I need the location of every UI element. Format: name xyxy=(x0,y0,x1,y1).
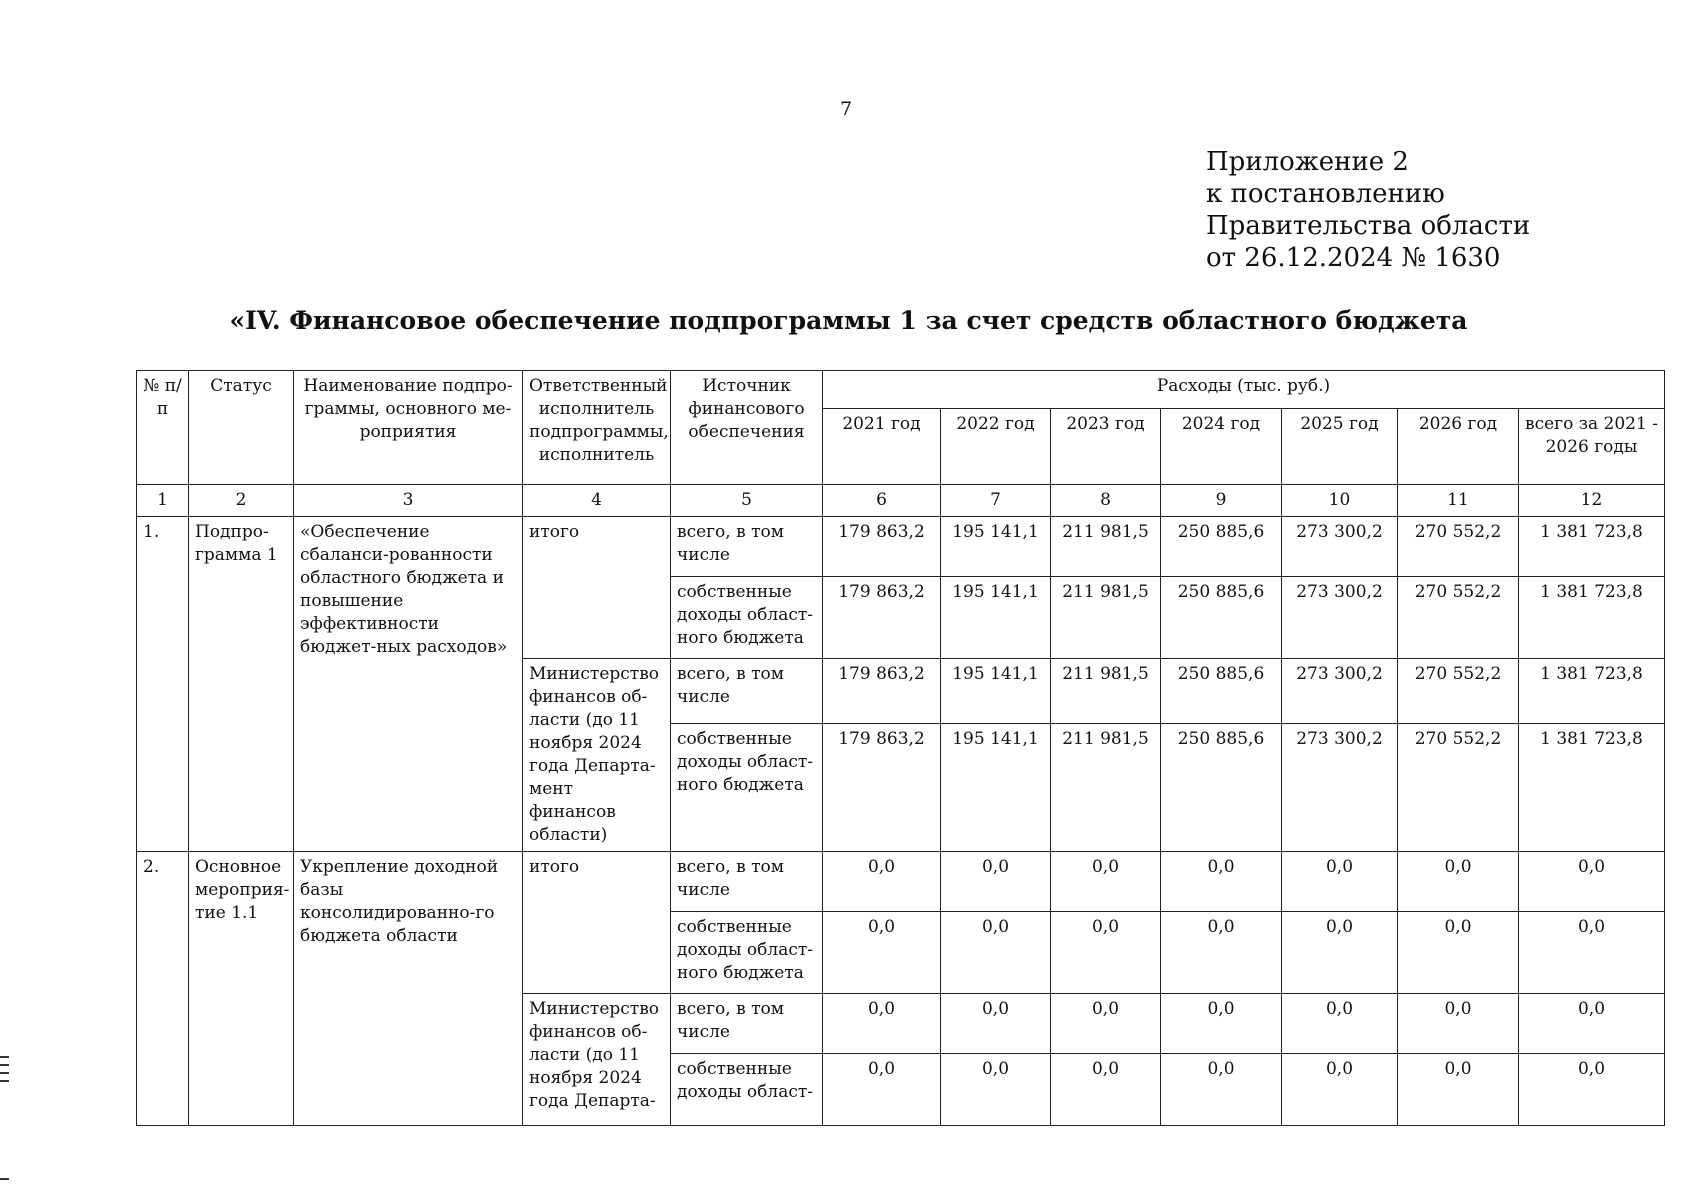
header-source: Источник финансового обеспечения xyxy=(671,371,823,485)
value-cell: 0,0 xyxy=(1519,852,1665,912)
value-cell: 250 885,6 xyxy=(1161,724,1282,852)
value-cell: 0,0 xyxy=(1398,912,1519,994)
row-source: всего, в том числе xyxy=(671,852,823,912)
value-cell: 0,0 xyxy=(1282,994,1398,1054)
row-source: собственные доходы област-ного бюджета xyxy=(671,577,823,659)
row-num: 2. xyxy=(137,852,189,1126)
header-status: Статус xyxy=(189,371,294,485)
value-cell: 0,0 xyxy=(1519,912,1665,994)
value-cell: 0,0 xyxy=(941,852,1051,912)
value-cell: 1 381 723,8 xyxy=(1519,577,1665,659)
value-cell: 179 863,2 xyxy=(823,659,941,724)
scan-margin-mark xyxy=(0,1178,9,1180)
value-cell: 0,0 xyxy=(1161,994,1282,1054)
row-source: всего, в том числе xyxy=(671,659,823,724)
value-cell: 270 552,2 xyxy=(1398,724,1519,852)
header-year: 2021 год xyxy=(823,409,941,485)
row-status: Подпро-грамма 1 xyxy=(189,517,294,852)
value-cell: 0,0 xyxy=(1051,852,1161,912)
value-cell: 0,0 xyxy=(1161,1054,1282,1126)
value-cell: 0,0 xyxy=(941,1054,1051,1126)
column-index: 1 xyxy=(137,485,189,517)
value-cell: 0,0 xyxy=(1398,852,1519,912)
appendix-block xyxy=(1206,146,1530,274)
column-index: 6 xyxy=(823,485,941,517)
column-index: 10 xyxy=(1282,485,1398,517)
value-cell: 250 885,6 xyxy=(1161,659,1282,724)
row-executor: Министерство финансов об-ласти (до 11 ноября 2024 года Департа-мент финансов области) xyxy=(523,659,671,852)
column-index: 5 xyxy=(671,485,823,517)
value-cell: 0,0 xyxy=(941,912,1051,994)
header-expenses: Расходы (тыс. руб.) xyxy=(823,371,1665,409)
table-row xyxy=(137,852,1665,912)
value-cell: 179 863,2 xyxy=(823,724,941,852)
value-cell: 195 141,1 xyxy=(941,517,1051,577)
value-cell: 0,0 xyxy=(1519,1054,1665,1126)
table-row xyxy=(137,517,1665,577)
header-year: 2023 год xyxy=(1051,409,1161,485)
value-cell: 1 381 723,8 xyxy=(1519,659,1665,724)
appendix-line: Приложение 2 xyxy=(1206,147,1409,177)
value-cell: 195 141,1 xyxy=(941,577,1051,659)
header-year: 2022 год xyxy=(941,409,1051,485)
value-cell: 0,0 xyxy=(1051,994,1161,1054)
header-name: Наименование подпро-граммы, основного ме-роприятия xyxy=(294,371,523,485)
value-cell: 273 300,2 xyxy=(1282,724,1398,852)
header-year-total: всего за 2021 - 2026 годы xyxy=(1519,409,1665,485)
value-cell: 250 885,6 xyxy=(1161,517,1282,577)
row-executor: Министерство финансов об-ласти (до 11 ноября 2024 года Департа- xyxy=(523,994,671,1126)
header-year: 2024 год xyxy=(1161,409,1282,485)
value-cell: 0,0 xyxy=(1051,912,1161,994)
value-cell: 0,0 xyxy=(1051,1054,1161,1126)
value-cell: 0,0 xyxy=(823,852,941,912)
row-source: всего, в том числе xyxy=(671,994,823,1054)
row-status: Основное мероприя-тие 1.1 xyxy=(189,852,294,1126)
column-index: 9 xyxy=(1161,485,1282,517)
value-cell: 270 552,2 xyxy=(1398,659,1519,724)
value-cell: 273 300,2 xyxy=(1282,659,1398,724)
value-cell: 179 863,2 xyxy=(823,577,941,659)
row-source: собственные доходы област-ного бюджета xyxy=(671,724,823,852)
value-cell: 273 300,2 xyxy=(1282,577,1398,659)
header-executor: Ответственный исполнитель подпрограммы, исполнитель xyxy=(523,371,671,485)
value-cell: 211 981,5 xyxy=(1051,577,1161,659)
column-index: 12 xyxy=(1519,485,1665,517)
row-name: Укрепление доходной базы консолидированно-го бюджета области xyxy=(294,852,523,1126)
value-cell: 211 981,5 xyxy=(1051,517,1161,577)
page-number: 7 xyxy=(840,98,853,120)
financing-table xyxy=(136,370,1665,1126)
row-source: всего, в том числе xyxy=(671,517,823,577)
scan-margin-marks xyxy=(0,1056,10,1088)
value-cell: 0,0 xyxy=(1398,1054,1519,1126)
value-cell: 0,0 xyxy=(823,994,941,1054)
value-cell: 211 981,5 xyxy=(1051,724,1161,852)
column-index: 4 xyxy=(523,485,671,517)
value-cell: 1 381 723,8 xyxy=(1519,724,1665,852)
value-cell: 0,0 xyxy=(823,1054,941,1126)
value-cell: 0,0 xyxy=(1398,994,1519,1054)
value-cell: 0,0 xyxy=(823,912,941,994)
row-num: 1. xyxy=(137,517,189,852)
row-executor: итого xyxy=(523,517,671,659)
value-cell: 195 141,1 xyxy=(941,724,1051,852)
column-index: 11 xyxy=(1398,485,1519,517)
value-cell: 0,0 xyxy=(1282,1054,1398,1126)
value-cell: 0,0 xyxy=(1161,852,1282,912)
column-index: 2 xyxy=(189,485,294,517)
value-cell: 273 300,2 xyxy=(1282,517,1398,577)
column-index: 8 xyxy=(1051,485,1161,517)
appendix-line: Правительства области xyxy=(1206,211,1531,241)
column-index-row xyxy=(137,485,1665,517)
value-cell: 1 381 723,8 xyxy=(1519,517,1665,577)
appendix-line: от 26.12.2024 № 1630 xyxy=(1206,243,1501,273)
column-index: 3 xyxy=(294,485,523,517)
row-executor: итого xyxy=(523,852,671,994)
value-cell: 270 552,2 xyxy=(1398,577,1519,659)
value-cell: 0,0 xyxy=(941,994,1051,1054)
header-year: 2025 год xyxy=(1282,409,1398,485)
value-cell: 0,0 xyxy=(1519,994,1665,1054)
header-num: № п/п xyxy=(137,371,189,485)
value-cell: 270 552,2 xyxy=(1398,517,1519,577)
column-index: 7 xyxy=(941,485,1051,517)
section-title: «IV. Финансовое обеспечение подпрограммы 1 за счет средств областного бюджета xyxy=(229,306,1468,335)
header-year: 2026 год xyxy=(1398,409,1519,485)
value-cell: 250 885,6 xyxy=(1161,577,1282,659)
value-cell: 0,0 xyxy=(1282,852,1398,912)
row-name: «Обеспечение сбаланси-рованности областного бюджета и повышение эффективности бюджет-ных расходов» xyxy=(294,517,523,852)
value-cell: 211 981,5 xyxy=(1051,659,1161,724)
value-cell: 195 141,1 xyxy=(941,659,1051,724)
row-source: собственные доходы област- xyxy=(671,1054,823,1126)
value-cell: 0,0 xyxy=(1282,912,1398,994)
row-source: собственные доходы област-ного бюджета xyxy=(671,912,823,994)
value-cell: 179 863,2 xyxy=(823,517,941,577)
appendix-line: к постановлению xyxy=(1206,179,1445,209)
value-cell: 0,0 xyxy=(1161,912,1282,994)
